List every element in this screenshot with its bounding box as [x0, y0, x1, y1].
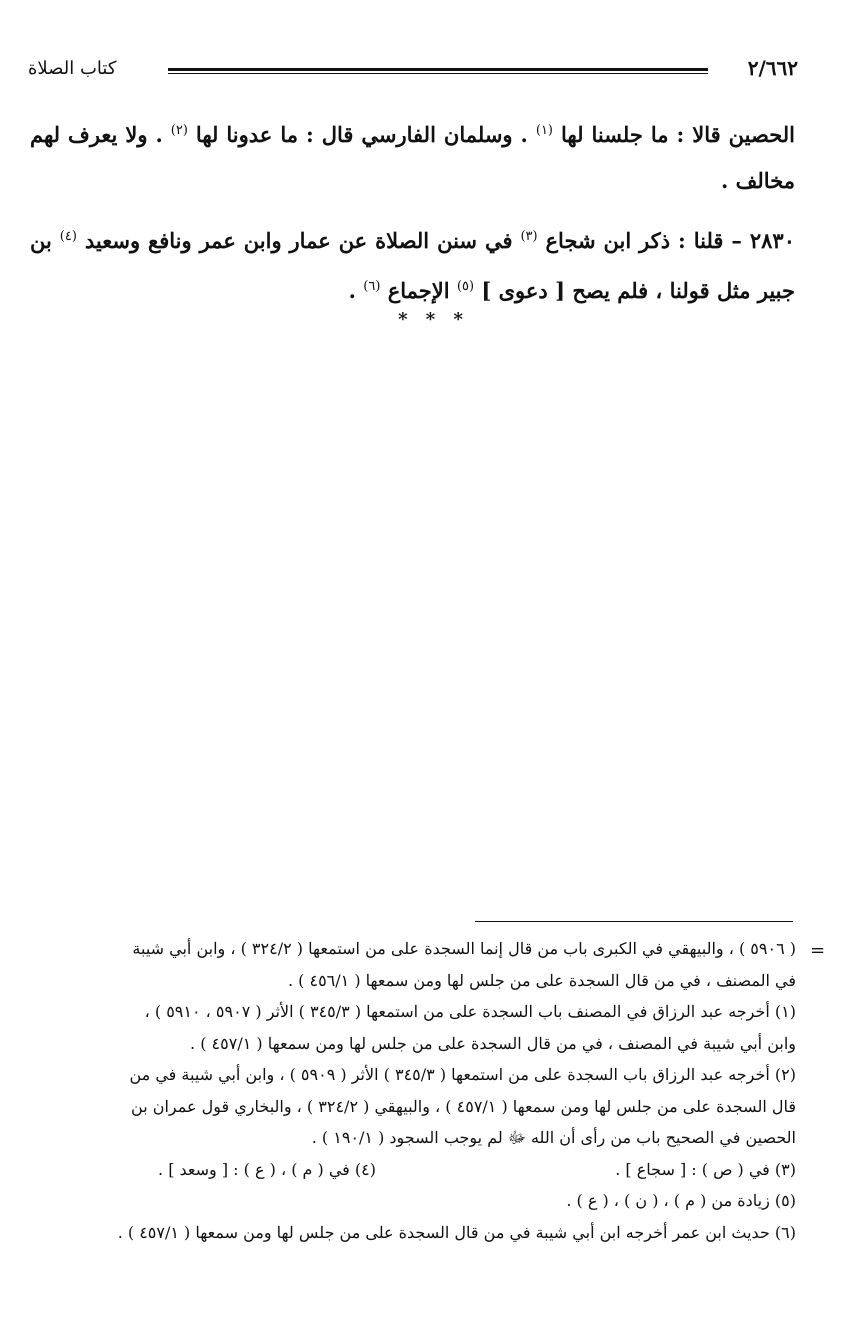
continuation-mark: = [810, 940, 826, 961]
section-separator: * * * [398, 309, 469, 330]
main-text [30, 108, 795, 324]
footnote-6: (٦) حديث ابن عمر أخرجه ابن أبي شيبة في من قال السجدة على من جلس لها ومن سمعها ( ٤٥٧/١ ) . [117, 1222, 796, 1242]
footnote-3: (٣) في ( ص ) : [ سجاع ] . [615, 1159, 796, 1179]
page-header [28, 52, 798, 92]
text-segment: بن جبير مثل قولنا ، فلم يصح [ دعوى ] [30, 228, 795, 303]
footnote-line: قال السجدة على من جلس لها ومن سمعها ( ٤٥٧/١ ) ، والبيهقي ( ٣٢٤/٢ ) ، والبخاري قول عمران بن [131, 1096, 796, 1116]
section-title: كتاب الصلاة [28, 58, 117, 79]
footnotes [36, 933, 796, 1248]
footnote-line: الحصين في الصحيح باب من رأى أن الله ﷻ لم يوجب السجود ( ١٩٠/١ ) . [311, 1128, 796, 1147]
text-segment: في سنن الصلاة عن عمار وابن عمر ونافع وسعيد [76, 228, 521, 253]
footnote-5: (٥) زيادة من ( م ) ، ( ن ) ، ( ع ) . [566, 1191, 796, 1210]
footnote-line: وابن أبي شيبة في المصنف ، في من قال السجدة على من جلس لها ومن سمعها ( ٤٥٧/١ ) . [190, 1033, 796, 1053]
text-segment: . ولا يعرف لهم مخالف . [30, 122, 795, 193]
header-rule [168, 68, 708, 71]
text-segment: – قلنا : ذكر ابن شجاع [537, 228, 750, 253]
footnote-ref: (٢) [170, 123, 188, 138]
footnote-line: (١) أخرجه عبد الرزاق في المصنف باب السجدة على من استمعها ( ٣٤٥/٣ ) الأثر ( ٥٩٠٧ ، ٥٩١٠ ) ، [144, 1002, 796, 1021]
footnote-line: في المصنف ، في من قال السجدة على من جلس لها ومن سمعها ( ٤٥٦/١ ) . [287, 970, 796, 990]
paragraph-2 [30, 214, 795, 314]
text-segment: . وسلمان الفارسي قال : ما عدونا لها [187, 122, 536, 147]
text-segment: . [348, 278, 364, 303]
paragraph-1 [30, 108, 795, 204]
footnote-ref: (٦) [363, 279, 381, 294]
footnote-ref: (٣) [520, 229, 538, 244]
text-segment: الحصين قالا : ما جلسنا لها [553, 122, 795, 147]
footnote-ref: (٤) [59, 229, 77, 244]
footnote-line: ( ٥٩٠٦ ) ، والبيهقي في الكبرى باب من قال إنما السجدة على من استمعها ( ٣٢٤/٢ ) ، وابن أبي شيبة [132, 939, 796, 958]
page-number: ٢/٦٦٢ [747, 56, 798, 80]
footnote-ref: (٥) [456, 279, 475, 294]
footnote-ref: (١) [535, 123, 553, 138]
entry-number: ٢٨٣٠ [749, 228, 795, 253]
footnote-rule [475, 921, 793, 922]
footnote-line: (٢) أخرجه عبد الرزاق باب السجدة على من استمعها ( ٣٤٥/٣ ) الأثر ( ٥٩٠٩ ) ، وابن أبي شيبة في من [129, 1065, 796, 1084]
footnote-4: (٤) في ( م ) ، ( ع ) : [ وسعد ] . [158, 1159, 376, 1179]
text-segment: الإجماع [380, 278, 457, 303]
footnote-pair [36, 1154, 796, 1186]
